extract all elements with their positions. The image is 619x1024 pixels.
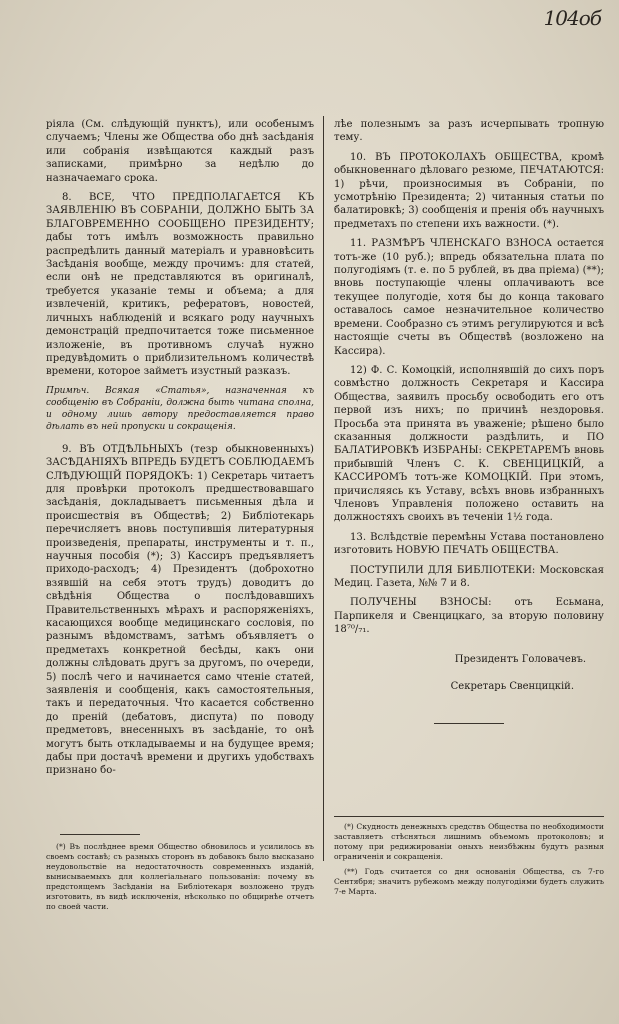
- paragraph-9: 9. ВЪ ОТДѢЛЬНЫХЪ (тезр обыкновенныхъ) ЗАСѢДАНІЯХЪ ВПРЕДЬ БУДЕТЪ СОБЛЮДАЕМЪ СЛѢДУЮЩІЙ ПОРЯДОКЪ: 1) Секретарь читаетъ для провѣрки протоколъ предшествовавшаго засѣданія, докладываетъ письменныя дѣла и происшествія въ Обществѣ; 2) Библіотекарь перечисляетъ вновь поступившія литературныя произведенія, препараты, инструменты и т. п., научныя пособія (*); 3) Кассиръ предъявляетъ приходо-расходъ; 4) Президентъ (доброхотно взявшій на себя этотъ трудъ) доводитъ до свѣдѣнія Общества о послѣдовавшихъ Правительственныхъ мѣрахъ и распоряженіяхъ, касающихся вообще медицинскаго сословія, по разнымъ вѣдомствамъ, затѣмъ объявляетъ о предметахъ конкретной бесѣды, какъ они должны слѣдовать другъ за другомъ, по очереди, 5) послѣ чего и начинается само чтеніе статей, заявленія и сообщенія, какъ самостоятельныя, такъ и передаточныя. Что касается собственно до преній (дебатовъ, диспута) по поводу предметовъ, внесенныхъ въ засѣданіе, то онѣ могутъ быть откладываемы и на будущее время; дабы при достачѣ времени и другихъ удобствахъ признано бо-: [46, 443, 314, 777]
- footnote-text-2: (**) Годъ считается со дня основанія Общества, съ 7-го Сентября; значитъ рубежомъ между полугодіями будетъ служить 7-е Марта.: [334, 867, 604, 896]
- paragraph-note: Примѣч. Всякая «Статья», назначенная къ сообщенію въ Собраніи, должна быть читана сполна, и одному лишь автору предоставляется право дѣлать въ ней пропуски и сокращенія.: [46, 385, 314, 432]
- paragraph-13: 13. Вслѣдствіе перемѣны Устава постановлено изготовить НОВУЮ ПЕЧАТЬ ОБЩЕСТВА.: [334, 531, 604, 557]
- left-column: [46, 118, 314, 784]
- footnote-rule-left: [60, 834, 140, 835]
- footnote-text: (*) Въ послѣднее время Общество обновилось и усилилось въ своемъ составѣ; съ разныхъ сторонъ въ добавокъ было высказано неудовольствіе на недостаточность современныхъ изданій, вынисываемыхъ для коллегіальнаго пользованія: почему въ предстоящемъ Засѣданіи на Библіотекаря возложено трудъ изготовить, въ видѣ исключенія, нѣсколько по общирнѣе отчетъ по своей части.: [46, 842, 314, 911]
- paragraph-12: 12) Ф. С. Комоцкій, исполнявшій до сихъ поръ совмѣстно должность Секретаря и Кассира Общества, заявилъ просьбу освободить его отъ первой изъ нихъ; по причинѣ нездоровья. Просьба эта принята въ уваженіе; рѣшено было сказанныя должности раздѣлить, и ПО БАЛАТИРОВКѢ ИЗБРАНЫ: СЕКРЕТАРЕМЪ вновь прибывшій Членъ С. К. СВЕНЦИЦКІЙ, а КАССИРОМЪ тотъ-же КОМОЦКІЙ. При этомъ, причисляясь къ Уставу, всѣхъ вновь избранныхъ Членовъ Управленія положено оставить на должностяхъ своихъ въ теченіи 1½ года.: [334, 364, 604, 524]
- footnote-left: [46, 842, 314, 917]
- paragraph-continuation-right: лѣе полезнымъ за разъ исчерпывать тропную тему.: [334, 119, 604, 144]
- paragraph-continuation: ріяла (См. слѣдующій пунктъ), или особенымъ случаемъ; Члены же Общества обо днѣ засѣданія или собранія извѣщаются каждый разъ записками, примѣрно за недѣлю до назначаемаго срока.: [46, 119, 314, 184]
- footnote-right: [334, 822, 604, 902]
- signature-secretary: Секретарь Свенцицкій.: [450, 681, 574, 693]
- paragraph-8: 8. ВСЕ, ЧТО ПРЕДПОЛАГАЕТСЯ КЪ ЗАЯВЛЕНІЮ ВЪ СОБРАНІИ, ДОЛЖНО БЫТЬ ЗА БЛАГОВРЕМЕННО СООБЩЕНО ПРЕЗИДЕНТУ; дабы тотъ имѣлъ возможность правильно распредѣлить данный матеріалъ и уравновѣсить Засѣданія вообще, между прочимъ: для статей, если онѣ не представляются въ оригиналѣ, требуется указаніе темы и объема; а для извлеченій, критикъ, рефератовъ, новостей, личныхъ наблюденій и всякаго роду научныхъ демонстрацій предпочитается тоже письменное изложеніе, въ противномъ случаѣ нужно предувѣдомить о приблизительномъ количествѣ времени, которое займетъ изустный разказъ.: [46, 192, 314, 378]
- right-column: [334, 118, 604, 724]
- signature-president: Президентъ Головачевъ.: [454, 653, 586, 665]
- footnote-rule-right: [334, 816, 604, 817]
- paragraph-library: ПОСТУПИЛИ ДЛЯ БИБЛІОТЕКИ: Московская Медиц. Газета, №№ 7 и 8.: [334, 564, 604, 589]
- paragraph-dues: ПОЛУЧЕНЫ ВЗНОСЫ: отъ Есьмана, Парпикеля и Свенцицкаго, за вторую половину 18⁷⁰/₇₁.: [334, 597, 604, 636]
- column-divider: [323, 116, 324, 861]
- page-number: 104об: [543, 6, 601, 30]
- section-divider: [434, 723, 504, 724]
- footnote-text-1: (*) Скудность денежныхъ средствъ Общества по необходимости заставляетъ стѣсняться лишнимъ объемомъ протоколовъ; и потому при редижированіи оныхъ неизбѣжны будутъ разныя ограниченія и сокращенія.: [334, 822, 604, 861]
- paragraph-11: 11. РАЗМѢРЪ ЧЛЕНСКАГО ВЗНОСА остается тотъ-же (10 руб.); впредь обязательна плата по полугодіямъ (т. е. по 5 рублей, въ два пріема) (**); вновь поступающіе члены оплачиваютъ все текущее полугодіе, хотя бы до конца таковаго оставалось самое незначительное количество времени. Сообразно съ этимъ регулируются и всѣ настоящіе счеты въ Обществѣ (возложено на Кассира).: [334, 238, 604, 357]
- paragraph-10: 10. ВЪ ПРОТОКОЛАХЪ ОБЩЕСТВА, кромѣ обыкновеннаго дѣловаго резюме, ПЕЧАТАЮТСЯ: 1) рѣчи, произносимыя въ Собраніи, по усмотрѣнію Президента; 2) читанныя статьи по балатировкѣ; 3) сообщенія и пренія объ научныхъ предметахъ по степени ихъ важности. (*).: [334, 151, 604, 230]
